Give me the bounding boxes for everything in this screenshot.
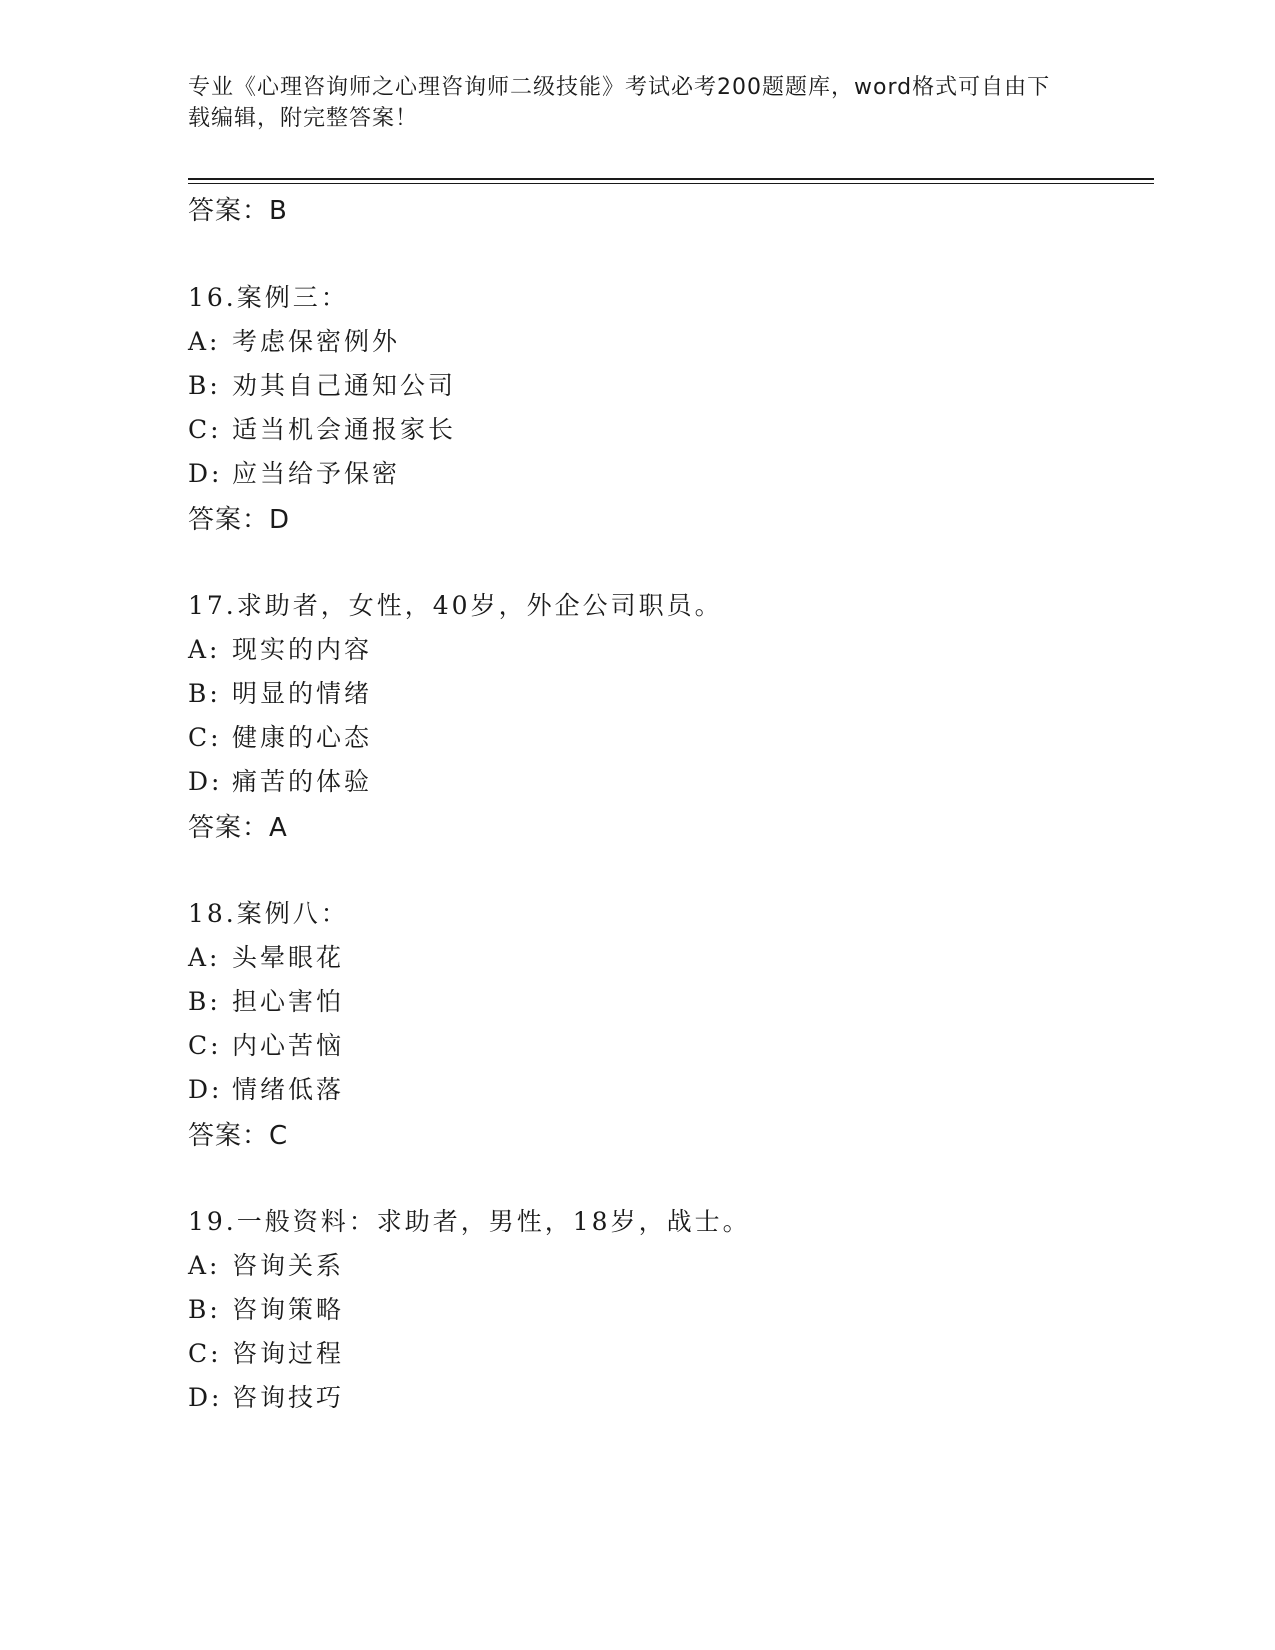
question-16-option-d: [188, 454, 400, 490]
option-text: 担心害怕: [232, 987, 345, 1016]
question-18-option-b: [188, 982, 344, 1018]
option-text: 现实的内容: [232, 635, 373, 664]
option-label: C:: [188, 1339, 222, 1368]
option-label: B:: [188, 371, 221, 400]
header-divider-thin: [188, 183, 1154, 184]
option-label: A:: [188, 943, 221, 972]
question-17-option-c: [188, 718, 372, 754]
question-18-answer: 答案：C: [188, 1121, 289, 1151]
question-16-answer: 答案：D: [188, 505, 291, 535]
question-19-option-d: [188, 1378, 344, 1414]
previous-answer: 答案：B: [188, 196, 288, 226]
option-label: C:: [188, 1031, 222, 1060]
option-text: 健康的心态: [232, 723, 373, 752]
document-header: 专业《心理咨询师之心理咨询师二级技能》考试必考200题题库，word格式可自由下载编辑，附完整答案！: [188, 75, 1051, 131]
question-19-option-c: [188, 1334, 344, 1370]
option-text: 头晕眼花: [232, 943, 345, 972]
option-text: 咨询关系: [232, 1251, 345, 1280]
option-text: 内心苦恼: [232, 1031, 345, 1060]
question-17-option-a: [188, 630, 372, 666]
option-label: D:: [188, 459, 223, 488]
option-text: 咨询技巧: [232, 1383, 345, 1412]
question-17-option-d: [188, 762, 372, 798]
option-text: 痛苦的体验: [232, 767, 373, 796]
option-text: 适当机会通报家长: [232, 415, 457, 444]
option-label: B:: [188, 679, 221, 708]
option-text: 明显的情绪: [232, 679, 373, 708]
question-18-option-a: [188, 938, 344, 974]
question-17-stem: 17.求助者，女性，40岁，外企公司职员。: [188, 591, 723, 620]
option-label: C:: [188, 415, 222, 444]
question-16-option-a: [188, 322, 400, 358]
question-16-option-c: [188, 410, 456, 446]
question-18-stem: 18.案例八：: [188, 899, 349, 928]
option-label: D:: [188, 1075, 223, 1104]
option-text: 咨询策略: [232, 1295, 345, 1324]
option-text: 咨询过程: [232, 1339, 345, 1368]
option-text: 情绪低落: [232, 1075, 345, 1104]
question-17-option-b: [188, 674, 372, 710]
option-label: A:: [188, 1251, 221, 1280]
option-label: C:: [188, 723, 222, 752]
question-18-option-c: [188, 1026, 344, 1062]
question-19-option-a: [188, 1246, 344, 1282]
question-16-option-b: [188, 366, 456, 402]
question-19-option-b: [188, 1290, 344, 1326]
option-text: 劝其自己通知公司: [232, 371, 457, 400]
option-label: B:: [188, 1295, 221, 1324]
option-label: A:: [188, 635, 221, 664]
option-text: 应当给予保密: [232, 459, 401, 488]
header-divider-thick: [188, 178, 1154, 180]
option-label: D:: [188, 1383, 223, 1412]
question-18-option-d: [188, 1070, 344, 1106]
option-label: B:: [188, 987, 221, 1016]
option-label: D:: [188, 767, 223, 796]
question-16-stem: 16.案例三：: [188, 283, 349, 312]
question-17-answer: 答案：A: [188, 813, 288, 843]
question-19-stem: 19.一般资料：求助者，男性，18岁，战士。: [188, 1207, 751, 1236]
option-text: 考虑保密例外: [232, 327, 401, 356]
option-label: A:: [188, 327, 221, 356]
